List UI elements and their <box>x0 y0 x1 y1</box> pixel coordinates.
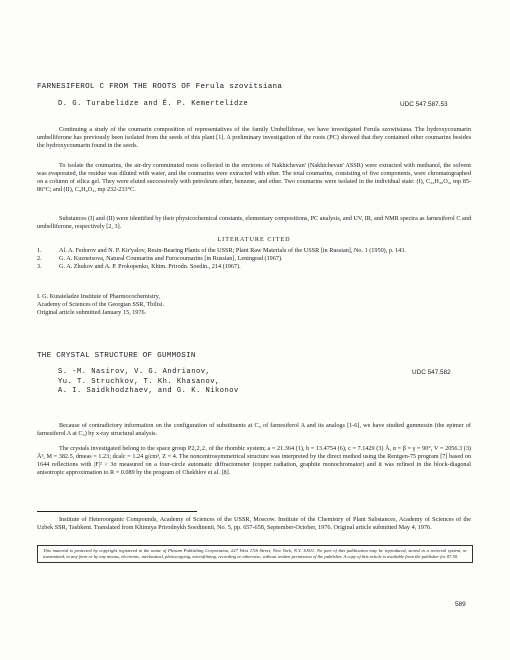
article2-udc: UDC 547.582 <box>412 369 451 376</box>
author-line: S. -M. Nasirov, V. G. Andrianov, <box>58 368 211 376</box>
references-list <box>37 247 471 271</box>
reference-item <box>37 263 471 271</box>
reference-number: 2. <box>37 255 42 263</box>
article1-paragraph-1: Continuing a study of the coumarin composition of representatives of the family Umbelliferae, we have investigated Ferula szowitsiana. The hydroxycoumarin umbelliferone has previously been isolated from the seeds of this plant [1]. A preliminary investigation of the roots (PC) showed that they contained other coumarins besides the hydroxycoumarin found in the seeds. <box>37 126 471 150</box>
footnote-rule <box>37 511 197 512</box>
affiliation-line: Original article submitted January 15, 1976. <box>37 309 147 317</box>
reference-text: G. A. Kuznetsova, Natural Coumarins and Furocoumarins [in Russian], Leningrad (1967). <box>59 255 283 263</box>
page-number: 589 <box>455 601 466 608</box>
article1-paragraph-3: Substances (I) and (II) were identified by their physicochemical constants, elementary compositions, PC analysis, and UV, IR, and NMR spectra as farnesiferol C and umbelliferone, respectively [2, 3]. <box>37 215 471 231</box>
literature-heading: LITERATURE CITED <box>217 236 291 243</box>
footnote-institute: Institute of Heteroorganic Compounds, Academy of Sciences of the USSR, Moscow. Institute of the Chemistry of Plant Substances, Academy of Sciences of the Uzbek SSR, Tashkent. Translated from Khimiya Prirodnykh Soedinenii, No. 5, pp. 657-658, September-October, 1976. Original article submitted May 4, 1976. <box>37 516 471 532</box>
article1-title: FARNESIFEROL C FROM THE ROOTS OF Ferula szovitsiana <box>37 83 283 91</box>
article1-authors: D. G. Turabelidze and É. P. Kemertelidze <box>58 100 249 108</box>
article1-affiliation <box>37 293 337 317</box>
article1-paragraph-2: To isolate the coumarins, the air-dry comminuted roots collected in the environs of Nakhichevan' (Nakhichevan' ASSR) were extracted with methanol, the solvent was evaporated, the residue was diluted with water, and the coumarins were extracted with ether. The total coumarins, consisting of five components, were chromatographed on a column of silica gel. They were eluted successively with petroleum ether, benzene, and ether. Two coumarins were isolated in the individual state: (I), C₂₄H₃₀O₄, mp 85-86°C; and (II), C₉H₆O₃, mp 232-233°C. <box>37 162 471 194</box>
copyright-notice: This material is protected by copyright registered in the name of Plenum Publishing Corporation, 227 West 17th Street, New York, N.Y. 10011. No part of this publication may be reproduced, stored in a retrieval system, or transmitted, in any form or by any means, electronic, mechanical, photocopying, microfilming, recording or otherwise, without written permission of the publisher. A copy of this article is available from the publisher for $7.50. <box>37 545 473 563</box>
article2-paragraph-1: Because of contradictory information on the configuration of substituents at C₉ of farnesiferol A and its analogs [1-6], we have studied gummosin (the epimer of farnesiferol A at C₃) by x-ray structural analysis. <box>37 422 471 438</box>
reference-item <box>37 247 471 255</box>
reference-number: 1. <box>37 247 42 254</box>
reference-number: 3. <box>37 263 42 271</box>
affiliation-line: Academy of Sciences of the Georgian SSR, Tbilisi. <box>37 301 165 309</box>
author-line: A. I. Saidkhodzhaev, and G. K. Nikonov <box>58 387 239 396</box>
article1-udc: UDC 547.587.53 <box>400 101 448 108</box>
article2-title: THE CRYSTAL STRUCTURE OF GUMMOSIN <box>37 352 196 360</box>
reference-text: G. A. Zhukov and A. P. Prokopenko, Khim. Prirodn. Soedin., 214 (1967). <box>59 263 241 271</box>
article2-paragraph-2: The crystals investigated belong to the space group P2₁2₁2₁ of the rhombic system; a = 21.364 (1), b = 13.4754 (6), c = 7.1429 (3) Å, α = β = γ = 90°, V = 2056.3 (3) Å³, M = 382.5, dmeas = 1.23; dcalc = 1.24 g/cm³, Z = 4. The noncentrosymmetrical structure was interpreted by the direct method using the Rentgen-75 program [7] based on 1644 reflections with |F|² > 3σ measured on a four-circle automatic diffractometer (copper radiation, graphite monochromator) and it was refined in the block-diagonal anisotropic approximation to R = 0.089 by the program of Chekhlov et al. [8]. <box>37 445 471 477</box>
reference-text: Al. A. Fedorov and N. P. Kir'yalov, Resin-Bearing Plants of the USSR; Plant Raw Materials of the USSR [in Russian], No. 1 (1950), p. 143. <box>59 247 406 254</box>
affiliation-line: I. G. Kutateladze Institute of Pharmocochemistry, <box>37 293 160 300</box>
reference-item <box>37 255 471 263</box>
author-line: Yu. T. Struchkov, T. Kh. Khasanov, <box>58 377 220 386</box>
article2-authors <box>58 368 239 397</box>
